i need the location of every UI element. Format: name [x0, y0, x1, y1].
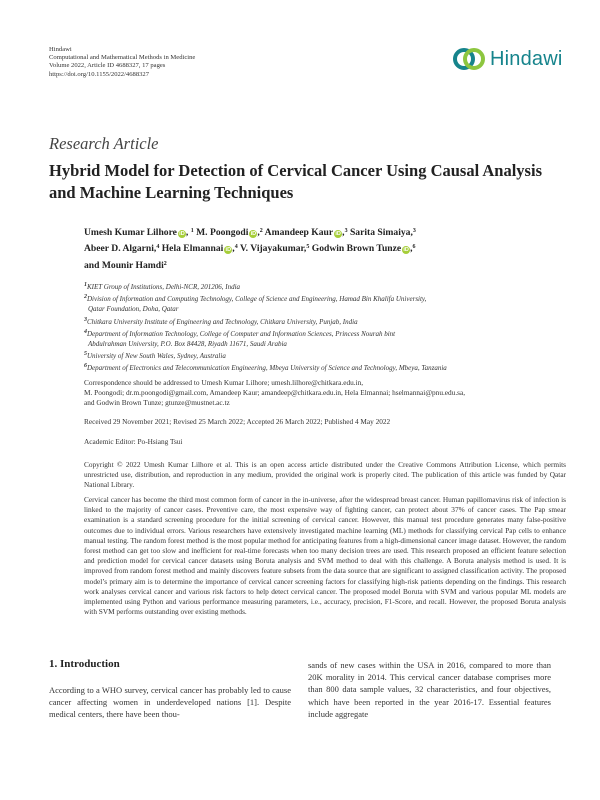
abstract: Cervical cancer has become the third most common form of cancer in the in-universe, after the widespread breast cancer. Human papillomavirus risk of infection is linked to the majority of cancer cases. Preventive care, the most expensive way of fighting cancer, can protect about 37% of cancer cases. The Pap smear examination is a standard screening procedure for the initial screening of cervical cancer. However, this manual test procedure generates many false-positive outcomes due to individual errors. Various researchers have extensively investigated machine learning (ML) methods for classifying cervical Pap cells to enhance manual testing. The random forest method is the most popular method for anticipating features from a high-dimensional cancer image dataset. However, the random forest method can get too slow and inefficient for real-time forecasts when too many decision trees are used. This research proposed an efficient feature selection and prediction model for cervical cancer datasets using Boruta analysis and SVM method to deal with this challenge. A Boruta analysis method is used. It is improved from random forest method and mainly discovers feature subsets from the data source that are significant to assigned classification activity. The proposed model’s primary aim is to determine the importance of cervical cancer screening factors for classifying high-risk patients depending on the findings. This research work analyses cervical cancer and various risk factors to help detect cervical cancer. The proposed model Boruta with SVM and various popular ML models are implemented using Python and various performance measuring parameters, i.e., accuracy, precision, F1-Score, and recall. However, the proposed Boruta analysis with SVM performs outstanding over existing methods.	[84, 495, 566, 617]
affiliation-mark: 2	[163, 260, 167, 267]
affiliation-mark: 5	[306, 244, 310, 251]
affiliation-mark: 3	[412, 228, 416, 234]
author-name[interactable]: M. Poongodi	[196, 227, 249, 238]
orcid-icon[interactable]: iD	[403, 247, 409, 254]
received-dates: Received 29 November 2021; Revised 25 March 2022; Accepted 26 March 2022; Published 4 May 2022	[84, 417, 391, 426]
affiliation-mark: 4	[234, 244, 238, 251]
affiliation-item: 2Division of Information and Computing Technology, College of Science and Engineering, Hamad Bin Khalifa University, Qatar Foundation, Doha, Qatar	[84, 294, 427, 314]
hindawi-logo-icon	[452, 47, 486, 71]
body-text-right-column: sands of new cases within the USA in 2016, compared to more than 20K morality in 2014. This cervical cancer database comprises more than 800 data sample values, 32 characteristics, and four objectives, which have been reported in the year 2016-17. Essential features include aggregate	[308, 660, 551, 719]
article-title: Hybrid Model for Detection of Cervical Cancer Using Causal Analysis and Machine Learning Techniques	[49, 161, 542, 202]
author-name[interactable]: Sarita Simaiya	[349, 227, 411, 238]
article-type: Research Article	[49, 134, 159, 153]
copyright-notice: Copyright © 2022 Umesh Kumar Lilhore et al. This is an open access article distributed under the Creative Commons Attribution License, which permits unrestricted use, distribution, and reproduction in any medium, provided the original work is properly cited. The publication of this article was funded by Qatar National Library.	[84, 460, 566, 490]
logo-text: Hindawi	[490, 47, 563, 70]
affiliation-mark: 3	[344, 228, 348, 234]
journal-meta	[49, 46, 195, 79]
hindawi-logo	[452, 47, 563, 71]
volume-line: Volume 2022, Article ID 4688327, 17 pages	[49, 62, 166, 70]
section-heading: 1. Introduction	[49, 658, 120, 670]
affiliation-item: 5University of New South Wales, Sydney, Australia	[84, 351, 226, 361]
academic-editor: Academic Editor: Po-Hsiang Tsui	[84, 437, 183, 446]
affiliation-mark: 4	[156, 244, 160, 251]
affiliation-item: 6Department of Electronics and Telecommunication Engineering, Mbeya University of Science and Technology, Mbeya, Tanzania	[84, 363, 447, 373]
author-name[interactable]: and Mounir Hamdi	[84, 259, 164, 271]
author-name[interactable]: V. Vijayakumar	[239, 243, 304, 255]
author-name[interactable]: Umesh Kumar Lilhore	[84, 227, 177, 238]
affiliation-item: 3Chitkara University Institute of Engineering and Technology, Chitkara University, Punjab, India	[84, 316, 358, 326]
journal-name: Computational and Mathematical Methods in Medicine	[49, 54, 196, 62]
affiliation-mark: 6	[412, 244, 416, 251]
orcid-icon[interactable]: iD	[250, 231, 257, 237]
affiliation-mark: 2	[259, 228, 263, 234]
orcid-icon[interactable]: iD	[179, 231, 185, 237]
affiliations	[84, 280, 564, 374]
affiliation-mark: 1	[190, 228, 194, 234]
author-name[interactable]: Godwin Brown Tunze	[311, 243, 402, 255]
correspondence: Correspondence should be addressed to Umesh Kumar Lilhore; umesh.lilhore@chitkara.edu.in, M. Poongodi; dr.m.poongodi@gmail.com, Amandeep Kaur; amandeep@chitkara.edu.in, Hela Elmannai; hselmannai@pnu.edu.sa, and Godwin Brown Tunze; gtunze@mustnet.ac.tz	[84, 378, 466, 408]
author-name[interactable]: Hela Elmannai	[161, 243, 224, 255]
author-list: Umesh Kumar Lilhore iD, $^1$ M. Poongodi iD,$^2$ Amandeep Kaur iD,$^3$ Sarita Simaiya,$^3$ Abeer D. Algarni,$^4$ Hela Elmannai iD,$^4$ V. Vijayakumar,$^5$ Godwin Brown Tunze iD,$^6$ and Mounir Hamdi$^2$	[84, 227, 416, 271]
author-name[interactable]: Amandeep Kaur	[264, 227, 334, 238]
affiliation-item: 4Department of Information Technology, College of Computer and Information Sciences, Princess Nourah bint Abdulrahman University, P.O. Box 84428, Riyadh 11671, Saudi Arabia	[84, 328, 396, 349]
publisher-line: Hindawi	[49, 46, 72, 53]
orcid-icon[interactable]: iD	[225, 247, 232, 254]
author-name[interactable]: Abeer D. Algarni	[84, 243, 154, 255]
affiliation-item: 1KIET Group of Institutions, Delhi-NCR, 201206, India	[84, 282, 241, 291]
body-text-left-column: According to a WHO survey, cervical cancer has probably led to cause cancer affecting women in underdeveloped nations [1]. Despite medical centers, there have been thou-	[49, 685, 291, 720]
doi-link[interactable]: https://doi.org/10.1155/2022/4688327	[49, 70, 150, 78]
orcid-icon[interactable]: iD	[335, 231, 341, 237]
